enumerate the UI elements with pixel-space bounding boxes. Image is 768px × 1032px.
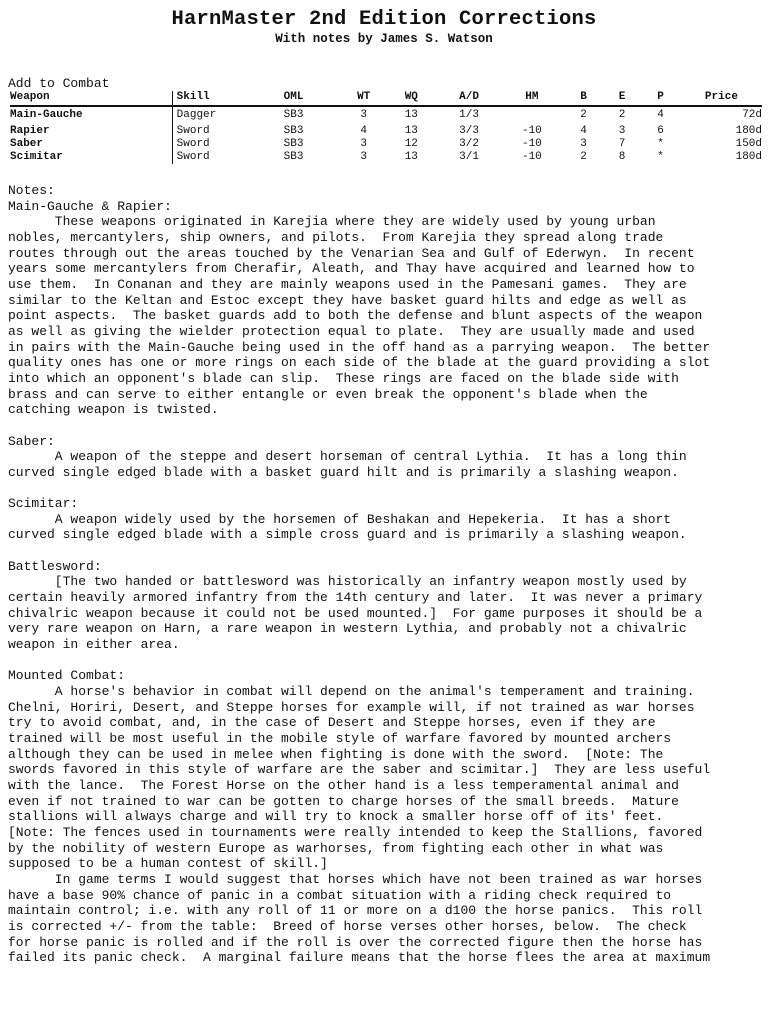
cell-weapon: Main-Gauche — [10, 109, 83, 121]
cell-oml: SB3 — [283, 138, 304, 150]
text-line: Scimitar: — [8, 496, 79, 512]
cell-skill: Sword — [172, 125, 283, 138]
col-header-b: B — [563, 91, 604, 106]
text-line: with the lance. The Forest Horse on the other hand is a less temperamental animal and — [8, 777, 679, 793]
page-subtitle: With notes by James S. Watson — [275, 32, 493, 46]
cell-p: * — [657, 151, 664, 163]
weapons-table — [10, 91, 762, 164]
text-line: catching weapon is twisted. — [8, 402, 219, 418]
cell-b: 2 — [580, 151, 587, 163]
table-caption: Add to Combat — [8, 76, 110, 91]
text-line: even if not trained to war can be gotten to charge horses of the small breeds. Mature — [8, 793, 679, 809]
cell-b: 2 — [580, 109, 587, 121]
text-line: similar to the Keltan and Estoc except they have basket guard hilts and edge as well as — [8, 292, 687, 308]
text-line: in pairs with the Main-Gauche being used in the off hand as a parrying weapon. The better — [8, 339, 711, 355]
text-line: A weapon of the steppe and desert horseman of central Lythia. It has a long thin — [8, 449, 687, 465]
text-line: point aspects. The basket guards add to both the defense and blunt aspects of the weapon — [8, 308, 703, 324]
text-line: nobles, mercantylers, ship owners, and pilots. From Karejia they spread along trade — [8, 229, 664, 245]
notes-body — [8, 183, 764, 966]
text-line: quality ones has one or more rings on each side of the blade at the guard providing a slot — [8, 355, 711, 371]
cell-weapon: Rapier — [10, 125, 50, 137]
text-line: into which an opponent's blade can slip. These rings are faced on the blade side with — [8, 370, 679, 386]
table-header-row — [10, 91, 762, 106]
cell-e: 8 — [618, 151, 626, 163]
text-line: by the nobility of western Europe as warhorses, from fighting each other in what was — [8, 840, 664, 856]
cell-skill: Dagger — [172, 106, 283, 125]
text-line: These weapons originated in Karejia where they are widely used by young urban — [8, 214, 656, 230]
cell-price: 180d — [735, 151, 762, 163]
document-page — [0, 8, 768, 1032]
col-header-wt: WT — [342, 91, 385, 106]
cell-weapon: Scimitar — [10, 151, 63, 163]
cell-wq: 13 — [404, 109, 418, 121]
cell-oml: SB3 — [283, 125, 304, 137]
text-line: very rare weapon on Harn, a rare weapon in western Lythia, and probably not a chivalric — [8, 621, 687, 637]
cell-p: 4 — [657, 109, 664, 121]
cell-ad: 3/1 — [459, 151, 479, 163]
text-line: stallions will always charge and will try to knock a smaller horse off of its' feet. — [8, 809, 664, 825]
col-header-weapon: Weapon — [10, 91, 172, 106]
cell-weapon: Saber — [10, 138, 44, 150]
cell-oml: SB3 — [283, 151, 304, 163]
cell-wt: 3 — [360, 138, 367, 150]
col-header-skill: Skill — [172, 91, 283, 106]
cell-wt: 3 — [360, 109, 367, 121]
text-line: A horse's behavior in combat will depend on the animal's temperament and training. — [8, 684, 695, 699]
cell-hm: -10 — [521, 151, 542, 163]
text-line — [8, 653, 764, 669]
text-line: although they can be used in melee when fighting is done with the sword. [Note: The — [8, 746, 664, 762]
cell-hm: -10 — [521, 125, 542, 137]
text-line: [Note: The fences used in tournaments were really intended to keep the Stallions, favored — [8, 824, 703, 840]
text-line: failed its panic check. A marginal failure means that the horse flees the area at maximum — [8, 950, 711, 966]
cell-b: 4 — [580, 125, 587, 137]
cell-wq: 12 — [404, 138, 418, 150]
text-line: certain heavily armored infantry from the 14th century and later. It was never a primary — [8, 590, 703, 606]
cell-price: 180d — [735, 125, 762, 137]
col-header-hm: HM — [500, 91, 563, 106]
cell-wq: 13 — [404, 125, 418, 137]
text-line: trained will be most useful in the mobile style of warfare favored by mounted archers — [8, 730, 672, 746]
cell-price: 72d — [742, 109, 762, 121]
text-line: swords favored in this style of warfare are the saber and scimitar.] They are less useful — [8, 762, 711, 778]
cell-ad: 3/2 — [459, 138, 479, 150]
table-row — [10, 151, 762, 164]
cell-p: * — [657, 138, 664, 150]
text-line: curved single edged blade with a simple cross guard and is primarily a slashing weapon. — [8, 527, 687, 543]
page-title: HarnMaster 2nd Edition Corrections — [171, 8, 597, 31]
cell-oml: SB3 — [283, 109, 304, 121]
text-line: as well as giving the wielder protection equal to plate. They are usually made and used — [8, 323, 695, 339]
text-line: try to avoid combat, and, in the case of Desert and Steppe horses, even if they are — [8, 715, 656, 731]
col-header-oml: OML — [284, 91, 343, 106]
cell-e: 7 — [618, 138, 626, 150]
cell-e: 2 — [618, 109, 626, 121]
text-line: Chelni, Horiri, Desert, and Steppe horses for example will, if not trained as war horses — [8, 699, 695, 715]
text-line — [8, 480, 764, 496]
cell-hm — [500, 106, 563, 125]
col-header-ad: A/D — [438, 91, 501, 106]
col-header-e: E — [604, 91, 640, 106]
cell-e: 3 — [618, 125, 626, 137]
col-header-price: Price — [681, 91, 762, 106]
text-line: [The two handed or battlesword was historically an infantry weapon mostly used by — [8, 574, 687, 590]
table-row — [10, 125, 762, 138]
text-line: use them. In Conanan and they are mainly weapons used in the Pamesani games. They are — [8, 276, 687, 292]
cell-price: 150d — [735, 138, 762, 150]
text-line: A weapon widely used by the horsemen of Beshakan and Hepekeria. It has a short — [8, 511, 672, 527]
cell-hm: -10 — [521, 138, 542, 150]
text-line — [8, 418, 764, 434]
cell-skill: Sword — [172, 151, 283, 164]
text-line: curved single edged blade with a basket guard hilt and is primarily a slashing weapon. — [8, 464, 679, 480]
text-line: chivalric weapon because it could not be used mounted.] For game purposes it should be a — [8, 605, 703, 621]
col-header-wq: WQ — [385, 91, 438, 106]
text-line: Main-Gauche & Rapier: — [8, 198, 172, 214]
cell-p: 6 — [657, 125, 664, 137]
text-line: Battlesword: — [8, 558, 102, 574]
text-line: is corrected +/- from the table: Breed of horse verses other horses, below. The check — [8, 918, 687, 934]
cell-b: 3 — [580, 138, 587, 150]
cell-ad: 3/3 — [459, 125, 479, 137]
text-line: Saber: — [8, 433, 55, 449]
text-line: Notes: — [8, 183, 55, 198]
table-row — [10, 106, 762, 125]
text-line: maintain control; i.e. with any roll of 11 or more on a d100 the horse panics. This roll — [8, 903, 703, 919]
text-line: supposed to be a human contest of skill.] — [8, 856, 328, 872]
text-line: In game terms I would suggest that horses which have not been trained as war horses — [8, 871, 703, 887]
cell-skill: Sword — [172, 138, 283, 151]
text-line — [8, 543, 764, 559]
col-header-p: P — [640, 91, 681, 106]
text-line: routes through out the areas touched by the Venarian Sea and Gulf of Ederwyn. In recent — [8, 245, 695, 261]
text-line: for horse panic is rolled and if the roll is over the corrected figure then the horse has — [8, 934, 703, 950]
text-line: weapon in either area. — [8, 637, 180, 653]
table-row — [10, 138, 762, 151]
cell-wt: 4 — [360, 125, 367, 137]
text-line: have a base 90% chance of panic in a combat situation with a riding check required to — [8, 887, 672, 903]
cell-ad: 1/3 — [459, 109, 479, 121]
cell-wq: 13 — [404, 151, 418, 163]
text-line: Mounted Combat: — [8, 668, 126, 684]
text-line: brass and can serve to either entangle or even break the opponent's blade when the — [8, 386, 648, 402]
text-line: years some mercantylers from Cherafir, Aleath, and Thay have acquired and learned how to — [8, 261, 695, 277]
cell-wt: 3 — [360, 151, 367, 163]
